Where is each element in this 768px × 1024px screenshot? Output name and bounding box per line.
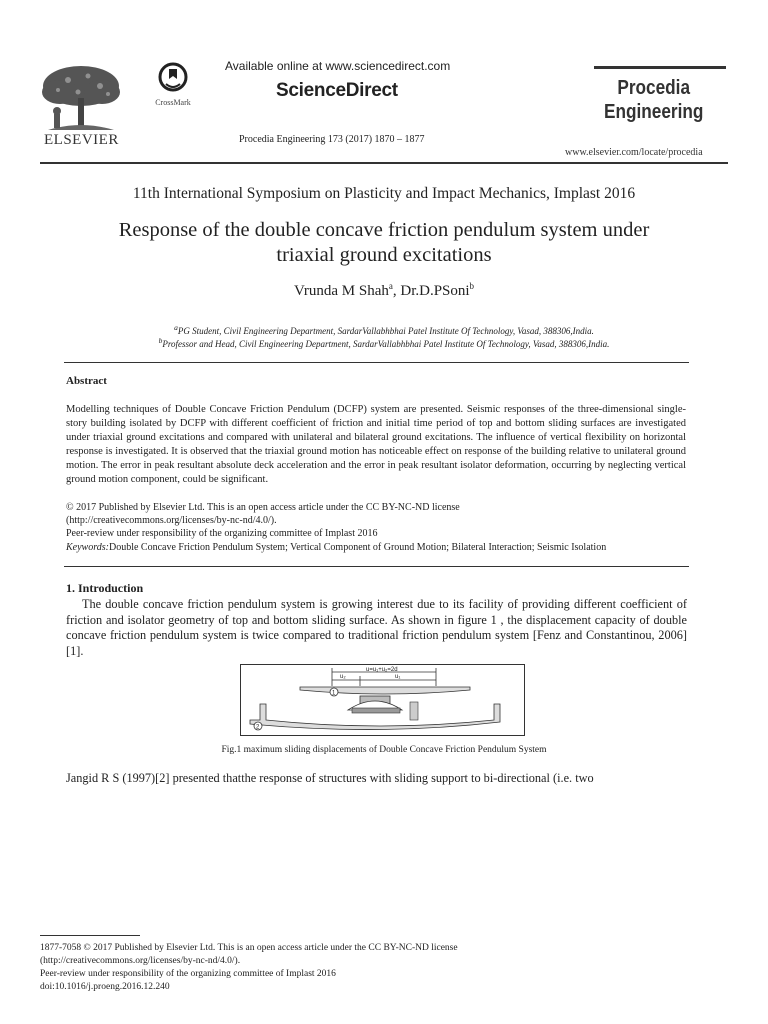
abstract-body: Modelling techniques of Double Concave Friction Pendulum (DCFP) system are presented. Seismic responses of the three-dimensional single-story building isolated by DCFP with different coefficient of friction and initial time period of top and bottom sliding surfaces are investigated under triaxial ground excitations and compared with unilateral and bilateral ground excitations. The influence of vertical flexibility on horizontal response is investigated. It is observed that the triaxial ground motion has noticeable effect on response of the building relative to unilateral ground motion. The error in peak resultant absolute deck acceleration and the error in peak resultant isolator deformation, occurring by neglecting vertical ground motion component, could be significant. (66, 404, 686, 485)
figure-label-1: 1 (332, 690, 336, 697)
affiliation-a (0, 323, 768, 336)
affiliation-b-text: Professor and Head, Civil Engineering Department, SardarVallabhbhai Patel Institute Of Technology, Vasad, 388306,India. (162, 339, 610, 349)
affiliation-b-sup: b (158, 336, 163, 345)
available-online-text: Available online at www.sciencedirect.com (225, 59, 451, 73)
affiliation-b (0, 336, 768, 349)
figure-label-total: u=u₁+u₂=2d (366, 667, 398, 673)
footer-peer-review: Peer-review under responsibility of the organizing committee of Implast 2016 (40, 969, 336, 979)
figure-label-2: 2 (256, 724, 260, 731)
sciencedirect-logo[interactable]: ScienceDirect (276, 80, 398, 101)
author-a-sup: a (388, 281, 393, 291)
footer-issn-line: 1877-7058 © 2017 Published by Elsevier Ltd. This is an open access article under the CC BY-NC-ND license (40, 943, 458, 953)
journal-citation: Procedia Engineering 173 (2017) 1870 – 1877 (239, 134, 425, 145)
peer-review-text: Peer-review under responsibility of the organizing committee of Implast 2016 (66, 528, 378, 539)
intro-next-paragraph: Jangid R S (1997)[2] presented thatthe response of structures with sliding support to bi-directional (i.e. two (66, 771, 594, 785)
footer-license-link[interactable]: (http://creativecommons.org/licenses/by-nc-nd/4.0/). (40, 956, 241, 966)
crossmark-icon (158, 62, 188, 92)
author-b-sup: b (469, 281, 475, 291)
figure-label-u1: u₁ (395, 674, 401, 680)
author-separator: , (392, 283, 401, 299)
figure-1-isolator-diagram (240, 664, 525, 736)
footer-doi[interactable]: doi:10.1016/j.proeng.2016.12.240 (40, 982, 170, 992)
keywords-label: Keywords: (66, 542, 109, 553)
copyright-text: © 2017 Published by Elsevier Ltd. This is an open access article under the CC BY-NC-ND license (66, 502, 460, 513)
crossmark-badge[interactable] (150, 62, 196, 107)
abstract-bottom-rule (64, 566, 689, 567)
affiliation-a-sup: a (174, 323, 178, 332)
figure-label-u2: u₂ (340, 674, 346, 680)
journal-logo (604, 76, 703, 124)
abstract-heading: Abstract (66, 375, 107, 387)
license-link[interactable]: (http://creativecommons.org/licenses/by-nc-nd/4.0/). (66, 515, 277, 526)
footnote-rule (40, 935, 140, 936)
paper-title-line2: triaxial ground excitations (276, 244, 492, 266)
journal-url-link[interactable]: www.elsevier.com/locate/procedia (565, 147, 703, 158)
paper-title (60, 218, 708, 268)
author-a: Vrunda M Shah (293, 283, 389, 299)
affiliation-a-text: PG Student, Civil Engineering Department, SardarVallabhbhai Patel Institute Of Technology, Vasad, 388306,India. (177, 326, 594, 336)
publisher-name: ELSEVIER (44, 132, 119, 148)
intro-body: The double concave friction pendulum system is growing interest due to its facility of providing different coefficient of friction and isolator geometry of top and bottom sliding surface. As shown in figure 1 , the displacement capacity of double concave friction pendulum system is twice compared to traditional friction pendulum system [Fenz and Constantinou, 2006][1]. (66, 597, 687, 658)
figure-1-caption: Fig.1 maximum sliding displacements of Double Concave Friction Pendulum System (221, 745, 547, 755)
keywords-text: Double Concave Friction Pendulum System; Vertical Component of Ground Motion; Bilateral Interaction; Seismic Isolation (108, 542, 607, 553)
abstract-top-rule (64, 362, 689, 363)
author-b: Dr.D.PSoni (400, 283, 470, 299)
symposium-name: 11th International Symposium on Plasticity and Impact Mechanics, Implast 2016 (132, 185, 636, 202)
journal-name-line2: Engineering (604, 101, 704, 123)
crossmark-label: CrossMark (155, 98, 191, 107)
journal-name-line1: Procedia (617, 77, 691, 99)
header-divider (40, 162, 728, 164)
elsevier-tree-logo (38, 62, 124, 134)
authors (0, 281, 768, 300)
intro-heading: 1. Introduction (66, 581, 144, 595)
keywords (66, 541, 696, 554)
paper-title-line1: Response of the double concave friction pendulum system under (118, 219, 650, 241)
